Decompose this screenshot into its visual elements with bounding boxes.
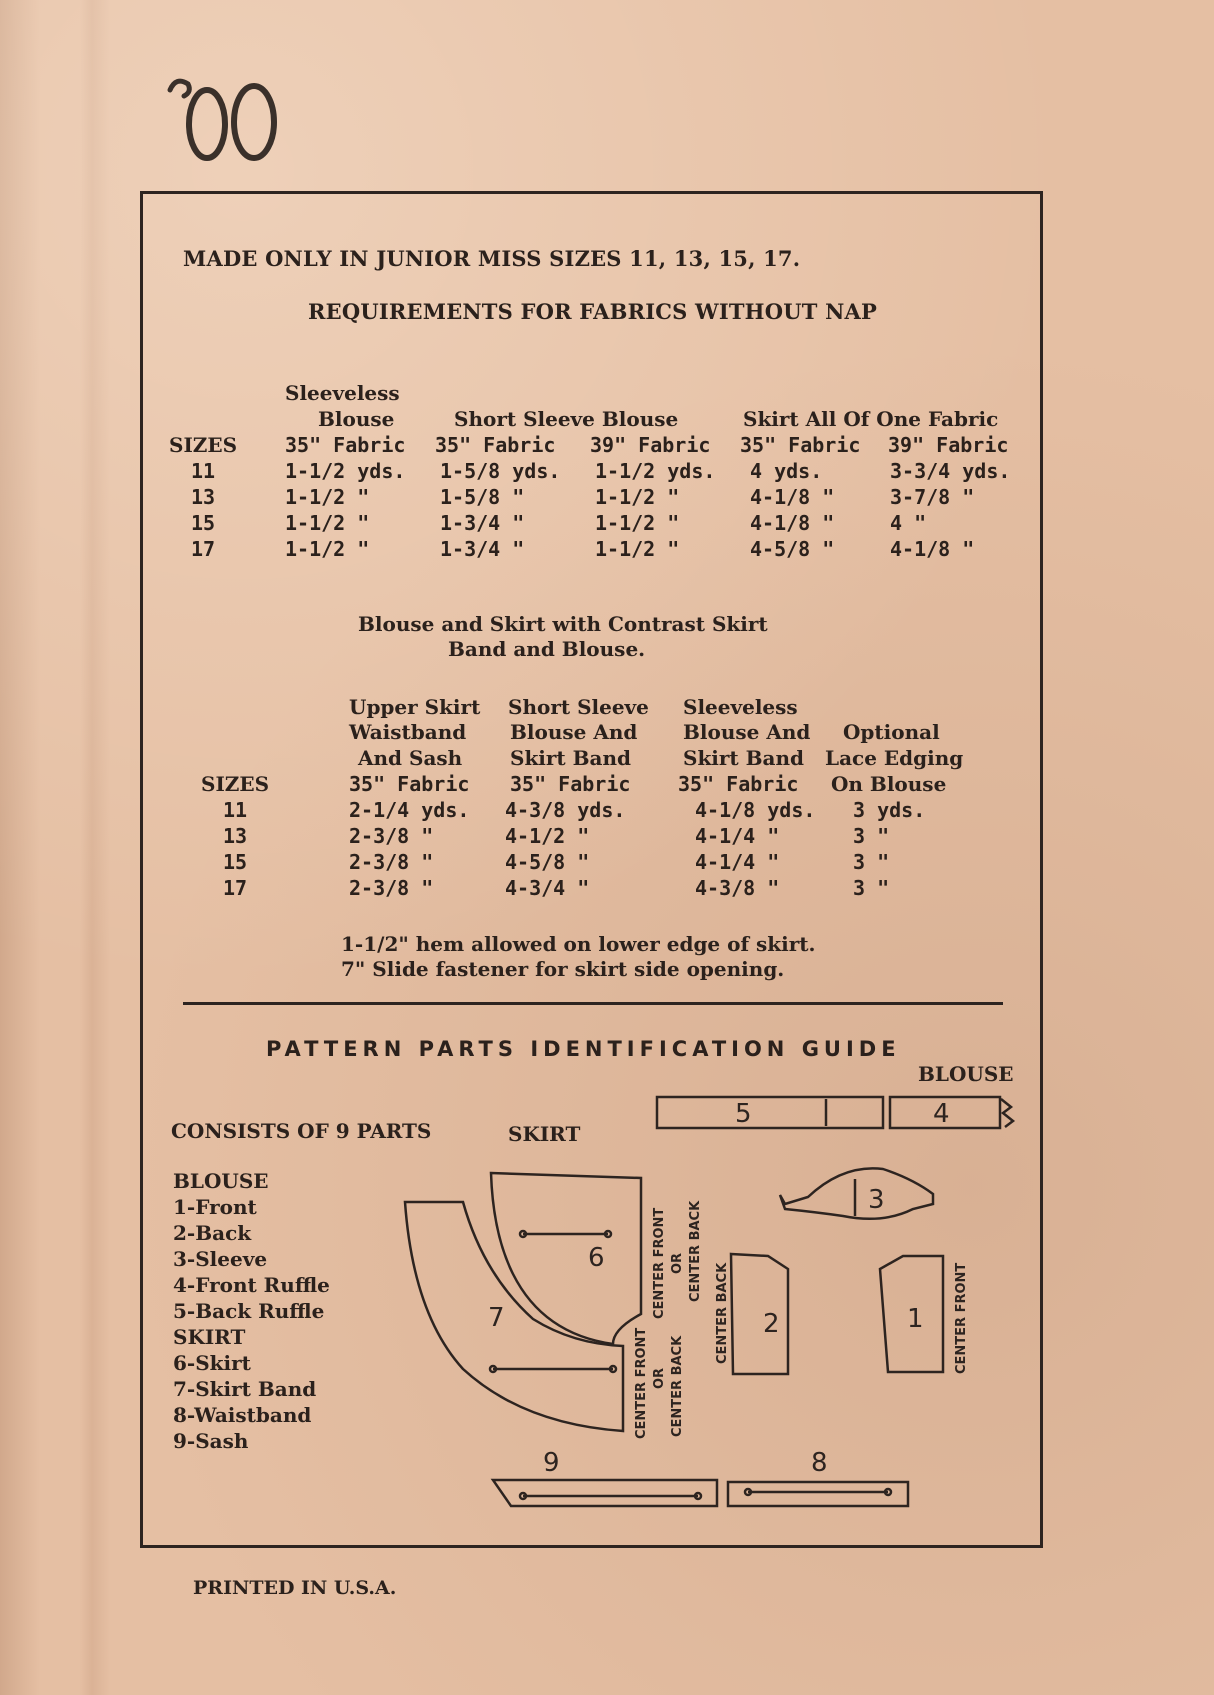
table-cell: 1-1/2 " [285, 511, 370, 535]
center-front-label: CENTER FRONT [954, 1262, 969, 1374]
list-item: 3-Sleeve [173, 1247, 268, 1271]
col-header: Sleeveless [683, 695, 798, 719]
list-item: 1-Front [173, 1195, 257, 1219]
piece-number-3: 3 [868, 1185, 885, 1215]
table-cell: 11 [223, 798, 248, 822]
size-note: MADE ONLY IN JUNIOR MISS SIZES 11, 13, 15, 17. [183, 246, 801, 271]
col-header: 35" Fabric [510, 772, 631, 796]
list-item: 6-Skirt [173, 1351, 251, 1375]
table-cell: 1-5/8 yds. [440, 459, 561, 483]
col-header: Blouse And [683, 720, 811, 744]
center-back-label: CENTER BACK [670, 1335, 685, 1437]
piece-number-4: 4 [933, 1099, 950, 1129]
piece-number-8: 8 [811, 1448, 828, 1478]
handwritten-note: 00 [162, 47, 183, 66]
col-header-fabric: 35" Fabric [285, 433, 406, 457]
hem-note: 1-1/2" hem allowed on lower edge of skirt. [341, 932, 816, 956]
table-cell: 1-1/2 " [285, 537, 370, 561]
table-cell: 3 yds. [853, 798, 926, 822]
table-cell: 2-3/8 " [349, 876, 434, 900]
fastener-note: 7" Slide fastener for skirt side opening. [341, 957, 785, 981]
instructions-panel [140, 191, 1043, 1548]
piece-number-6: 6 [588, 1243, 605, 1273]
requirements-title: REQUIREMENTS FOR FABRICS WITHOUT NAP [308, 299, 877, 324]
col-header-fabric: 39" Fabric [590, 433, 711, 457]
list-item: 8-Waistband [173, 1403, 312, 1427]
table-cell: 4-1/8 " [890, 537, 975, 561]
handwritten-mark [162, 47, 292, 172]
col-header: On Blouse [831, 772, 947, 796]
or-label: OR [652, 1367, 667, 1389]
piece-number-5: 5 [735, 1099, 752, 1129]
piece-number-2: 2 [763, 1309, 780, 1339]
col-header: Waistband [349, 720, 467, 744]
center-front-label: CENTER FRONT [652, 1207, 667, 1319]
list-item: 5-Back Ruffle [173, 1299, 325, 1323]
table-cell: 2-3/8 " [349, 850, 434, 874]
list-item: 4-Front Ruffle [173, 1273, 330, 1297]
table-cell: 1-1/2 " [285, 485, 370, 509]
list-item: BLOUSE [173, 1169, 269, 1193]
col-header: Lace Edging [825, 746, 964, 770]
list-item: SKIRT [173, 1325, 246, 1349]
table-cell: 3-3/4 yds. [890, 459, 1011, 483]
table-cell: 15 [223, 850, 248, 874]
col-header: And Sash [358, 746, 463, 770]
table-cell: 1-5/8 " [440, 485, 525, 509]
col-header-short-sleeve: Short Sleeve Blouse [454, 407, 679, 431]
col-header: 35" Fabric [678, 772, 799, 796]
col-header-fabric: 39" Fabric [888, 433, 1009, 457]
table-cell: 1-1/2 " [595, 485, 680, 509]
table-cell: 3 " [853, 850, 890, 874]
table-cell: 4-5/8 " [750, 537, 835, 561]
col-header: Short Sleeve [508, 695, 649, 719]
table-cell: 4-3/4 " [505, 876, 590, 900]
center-front-label: CENTER FRONT [634, 1327, 649, 1439]
piece-8 [728, 1482, 908, 1506]
col-header: Skirt Band [683, 746, 805, 770]
table-cell: 4-1/4 " [695, 824, 780, 848]
col-header: Optional [843, 720, 940, 744]
table-cell: 4-1/8 " [750, 485, 835, 509]
table-cell: 13 [223, 824, 248, 848]
table-cell: 13 [191, 485, 216, 509]
table-cell: 2-3/8 " [349, 824, 434, 848]
piece-9 [493, 1480, 717, 1506]
table-cell: 3-7/8 " [890, 485, 975, 509]
contrast-title-1: Blouse and Skirt with Contrast Skirt [358, 612, 768, 636]
piece-3 [780, 1168, 933, 1218]
table-cell: 4-3/8 " [695, 876, 780, 900]
table-cell: 4-1/8 " [750, 511, 835, 535]
table-cell: 4 " [890, 511, 927, 535]
skirt-label: SKIRT [508, 1122, 581, 1146]
col-header: 35" Fabric [349, 772, 470, 796]
or-label: OR [670, 1252, 685, 1274]
list-item: 7-Skirt Band [173, 1377, 317, 1401]
printed-note: PRINTED IN U.S.A. [193, 1577, 397, 1599]
piece-5 [657, 1097, 883, 1128]
col-header-fabric: 35" Fabric [740, 433, 861, 457]
table-cell: 17 [223, 876, 248, 900]
piece-number-9: 9 [543, 1448, 560, 1478]
consists-label: CONSISTS OF 9 PARTS [171, 1119, 432, 1143]
col-header: Upper Skirt [349, 695, 481, 719]
col-header: Skirt Band [510, 746, 632, 770]
table-cell: 11 [191, 459, 216, 483]
table-cell: 1-1/2 " [595, 537, 680, 561]
piece-number-1: 1 [907, 1304, 924, 1334]
table-cell: 3 " [853, 824, 890, 848]
center-back-label: CENTER BACK [715, 1262, 730, 1364]
col-header-fabric: 35" Fabric [435, 433, 556, 457]
table-cell: 4-3/8 yds. [505, 798, 626, 822]
col-header-sizes: SIZES [169, 433, 238, 457]
table-cell: 15 [191, 511, 216, 535]
contrast-title-2: Band and Blouse. [448, 637, 646, 661]
col-header: Blouse And [510, 720, 638, 744]
piece-7 [405, 1202, 623, 1431]
table-cell: 4-1/2 " [505, 824, 590, 848]
table-cell: 4 yds. [750, 459, 823, 483]
list-item: 9-Sash [173, 1429, 249, 1453]
table-cell: 1-1/2 yds. [595, 459, 716, 483]
table-cell: 1-3/4 " [440, 537, 525, 561]
table-cell: 1-1/2 yds. [285, 459, 406, 483]
col-header-sleeveless-b: Blouse [318, 407, 395, 431]
table-cell: 4-1/4 " [695, 850, 780, 874]
piece-6 [491, 1173, 641, 1344]
guide-title: PATTERN PARTS IDENTIFICATION GUIDE [266, 1037, 901, 1061]
piece-number-7: 7 [488, 1303, 505, 1333]
col-header-sleeveless-a: Sleeveless [285, 381, 400, 405]
list-item: 2-Back [173, 1221, 252, 1245]
table-cell: 1-3/4 " [440, 511, 525, 535]
table-cell: 4-5/8 " [505, 850, 590, 874]
center-back-label: CENTER BACK [688, 1200, 703, 1302]
col-header-skirt: Skirt All Of One Fabric [743, 407, 999, 431]
table-cell: 17 [191, 537, 216, 561]
table-cell: 4-1/8 yds. [695, 798, 816, 822]
pattern-pieces-diagram [143, 194, 1040, 1545]
table-cell: 1-1/2 " [595, 511, 680, 535]
blouse-label: BLOUSE [918, 1062, 1014, 1086]
col-header-sizes: SIZES [201, 772, 270, 796]
table-cell: 2-1/4 yds. [349, 798, 470, 822]
table-cell: 3 " [853, 876, 890, 900]
